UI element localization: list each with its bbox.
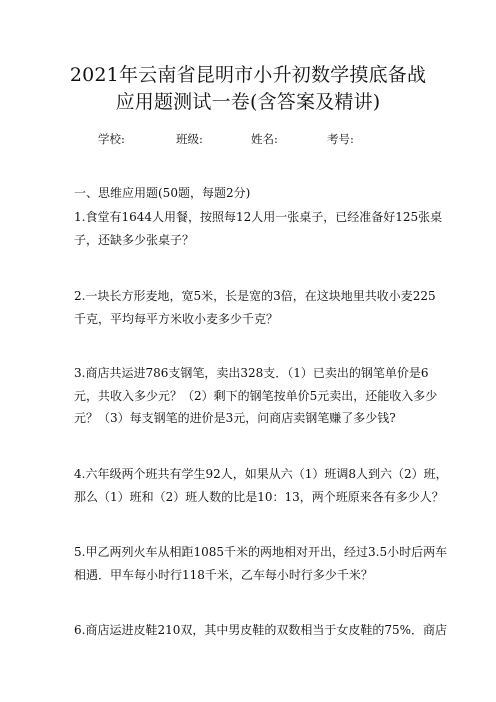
class-label: 班级: — [176, 132, 203, 146]
exam-number-label: 考号: — [327, 132, 354, 146]
question-1 — [74, 206, 443, 251]
question-line: 元，共收入多少元？（2）剩下的钢笔按单价5元卖出，还能收入多少 — [74, 388, 438, 403]
document-title — [40, 62, 456, 116]
question-line: 千克，平均每平方米收小麦多少千克？ — [74, 311, 279, 326]
question-line: 5.甲乙两列火车从相距1085千米的两地相对开出，经过3.5小时后两车 — [74, 545, 448, 559]
question-5 — [74, 541, 448, 586]
question-line: 子，还缺多少张桌子？ — [74, 232, 195, 247]
title-line-2: 应用题测试一卷(含答案及精讲) — [115, 91, 381, 113]
section-heading: 一、思维应用题(50题，每题2分) — [74, 186, 251, 200]
question-line: 2.一块长方形麦地，宽5米，长是宽的3倍，在这块地里共收小麦225 — [74, 289, 436, 303]
student-info-row — [0, 131, 496, 147]
question-line: 4.六年级两个班共有学生92人，如果从六（1）班调8人到六（2）班， — [74, 467, 448, 481]
question-line: 元？（3）每支钢笔的进价是3元，问商店卖钢笔赚了多少钱? — [74, 411, 396, 425]
school-label: 学校: — [98, 132, 125, 146]
question-6 — [74, 619, 448, 642]
name-label: 姓名: — [251, 132, 278, 146]
title-line-1: 2021年云南省昆明市小升初数学摸底备战 — [69, 64, 427, 86]
question-line: 1.食堂有1644人用餐，按照每12人用一张桌子，已经准备好125张桌 — [74, 210, 443, 224]
question-line: 6.商店运进皮鞋210双，其中男皮鞋的双数相当于女皮鞋的75%．商店 — [74, 623, 448, 637]
question-line: 3.商店共运进786支钢笔，卖出328支．（1）已卖出的钢笔单价是6 — [74, 366, 429, 380]
question-3 — [74, 362, 438, 430]
question-line: 那么（1）班和（2）班人数的比是10：13，两个班原来各有多少人？ — [74, 489, 444, 504]
question-4 — [74, 463, 448, 508]
question-line: 相遇．甲车每小时行118千米，乙车每小时行多少千米？ — [74, 567, 373, 582]
question-2 — [74, 285, 436, 330]
